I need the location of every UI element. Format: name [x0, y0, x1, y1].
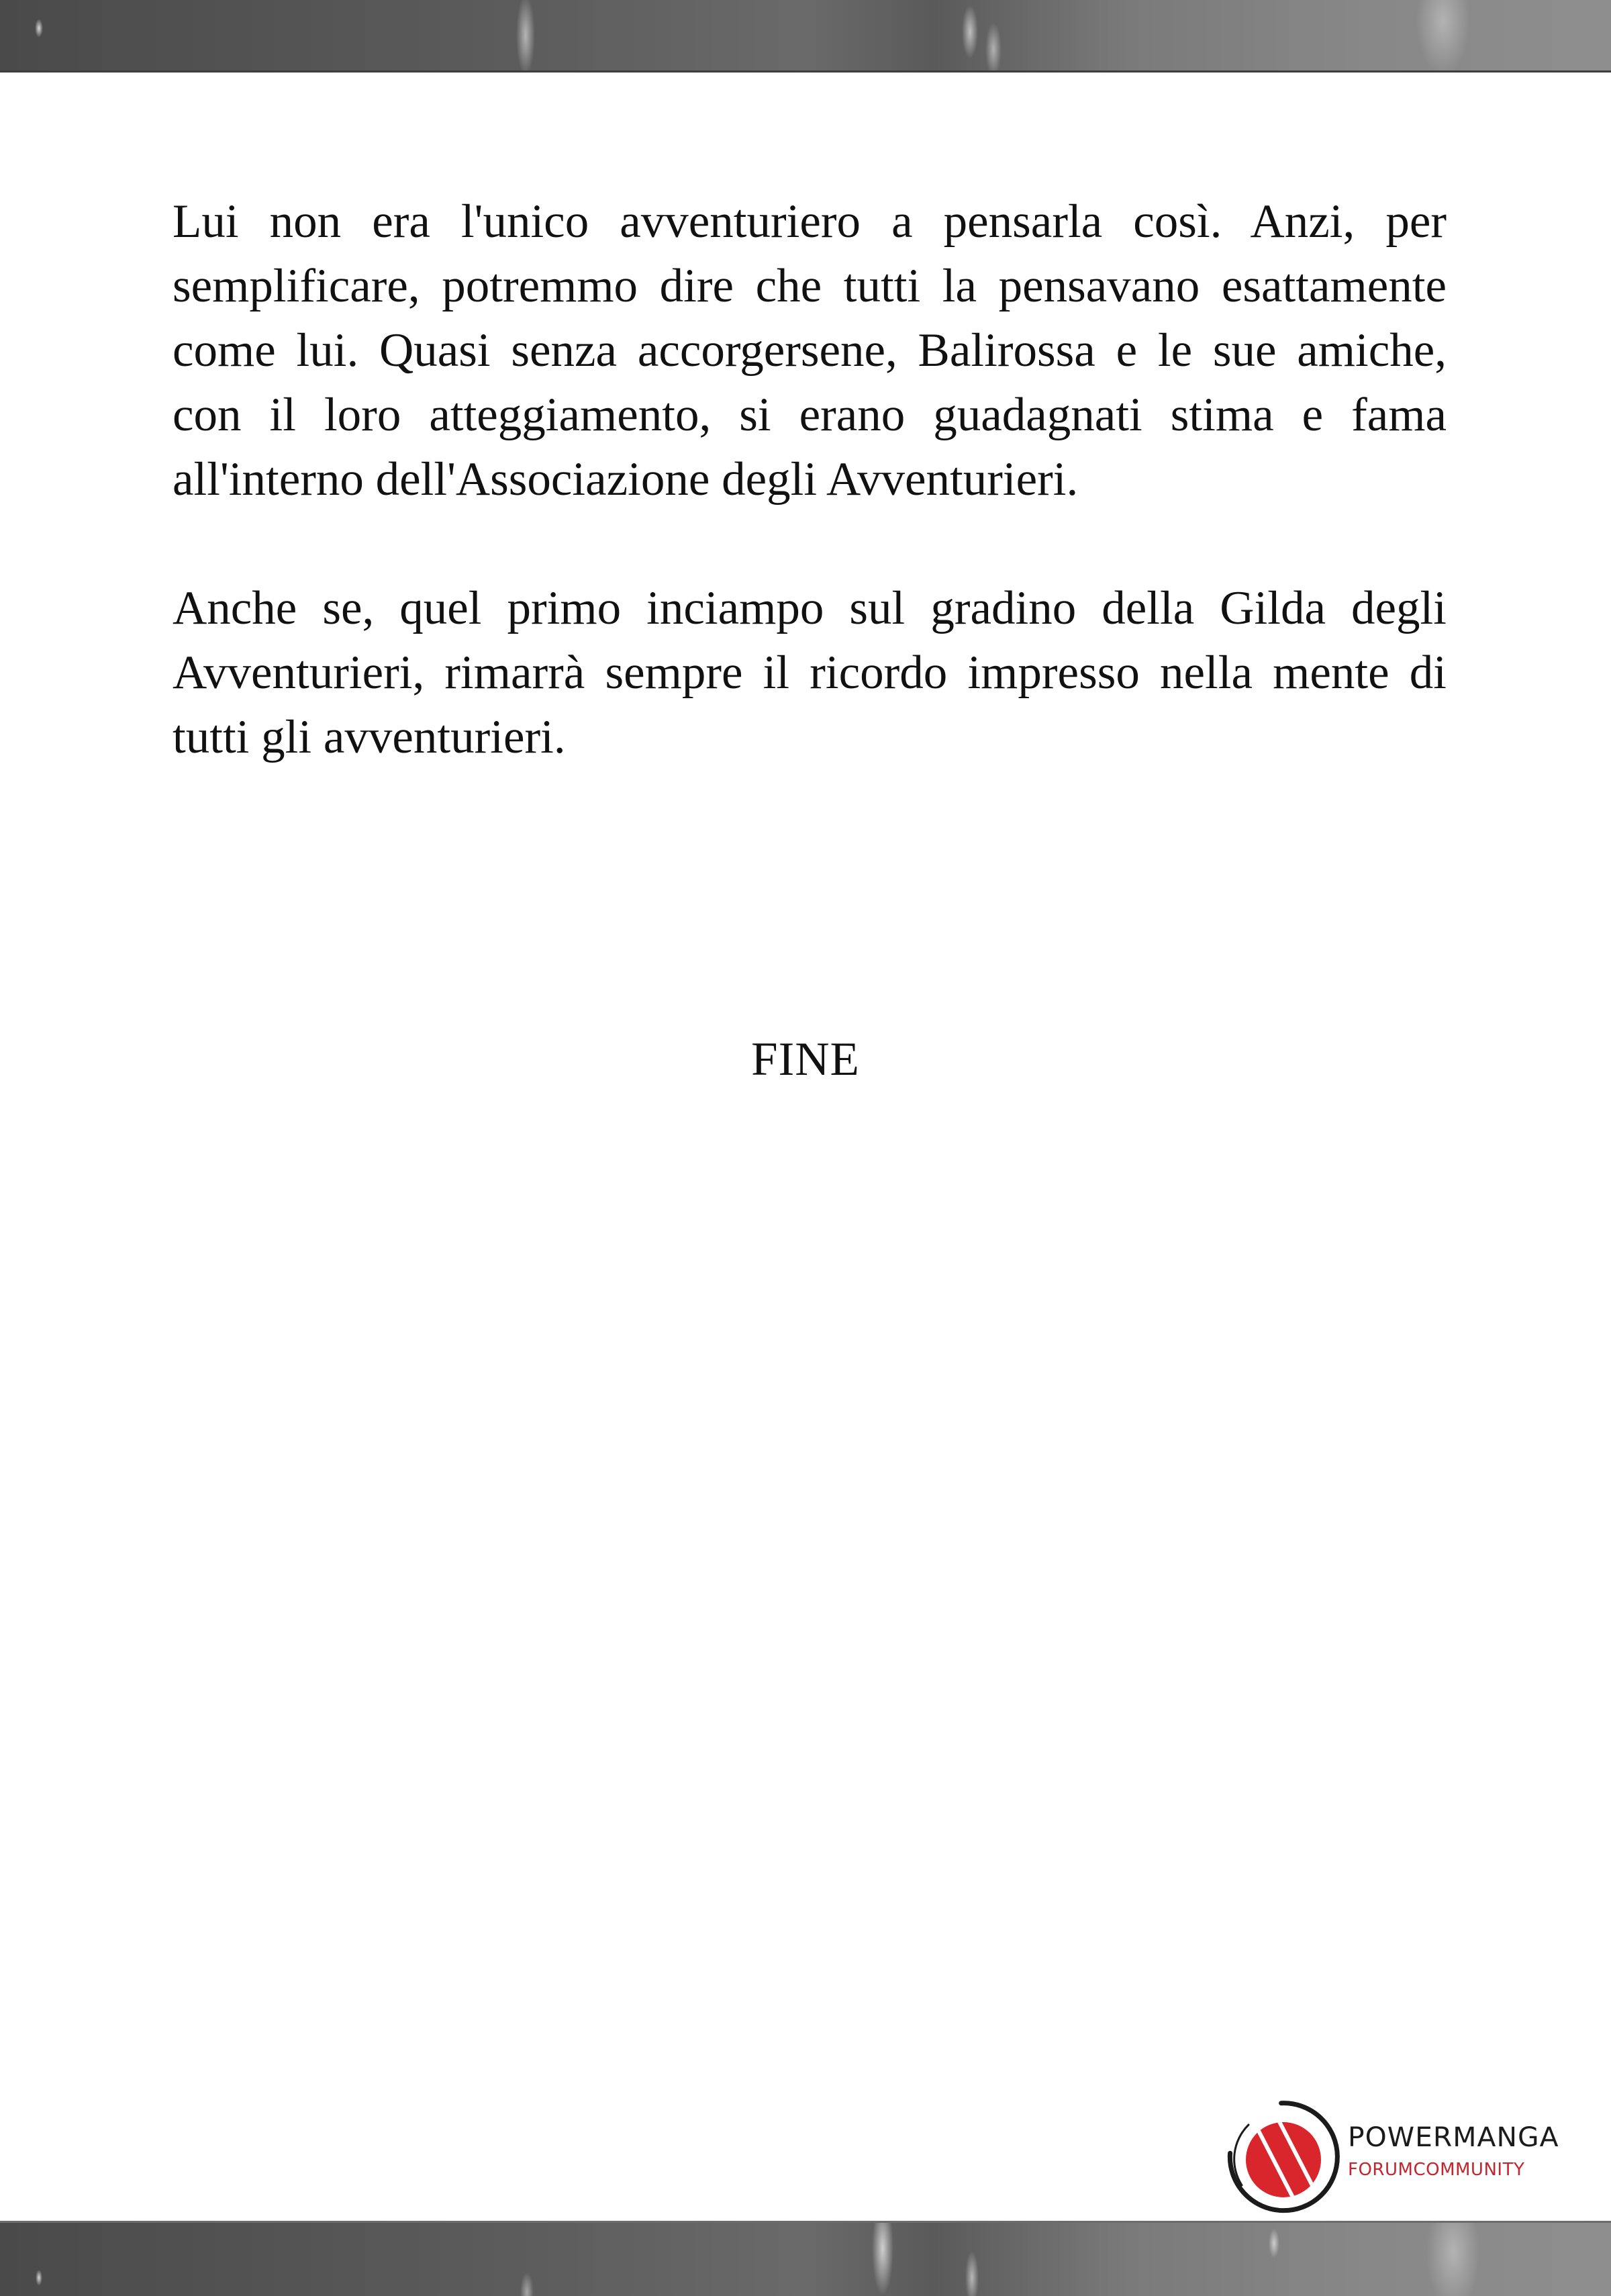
top-decorative-banner	[0, 0, 1611, 73]
ending-label: FINE	[751, 1033, 860, 1086]
powermanga-logo	[1222, 2098, 1598, 2219]
powermanga-logo-icon	[1222, 2098, 1342, 2219]
logo-subtitle: FORUMCOMMUNITY	[1348, 2160, 1525, 2180]
bottom-decorative-banner	[0, 2221, 1611, 2296]
logo-title: POWERMANGA	[1348, 2122, 1559, 2153]
paragraph-2: Anche se, quel primo inciampo sul gradino della Gilda degli Avventurieri, rimarrà sempre il ricordo impresso nella mente di tutti gli avventurieri.	[173, 582, 1447, 763]
paragraph-1: Lui non era l'unico avventuriero a pensarla così. Anzi, per semplificare, potremmo dire che tutti la pensavano esattamente come lui. Quasi senza accorgersene, Balirossa e le sue amiche, con il loro atteggiamento, si erano guadagnati stima e fama all'interno dell'Associazione degli Avventurieri.	[173, 195, 1447, 506]
page-body	[173, 189, 1447, 834]
